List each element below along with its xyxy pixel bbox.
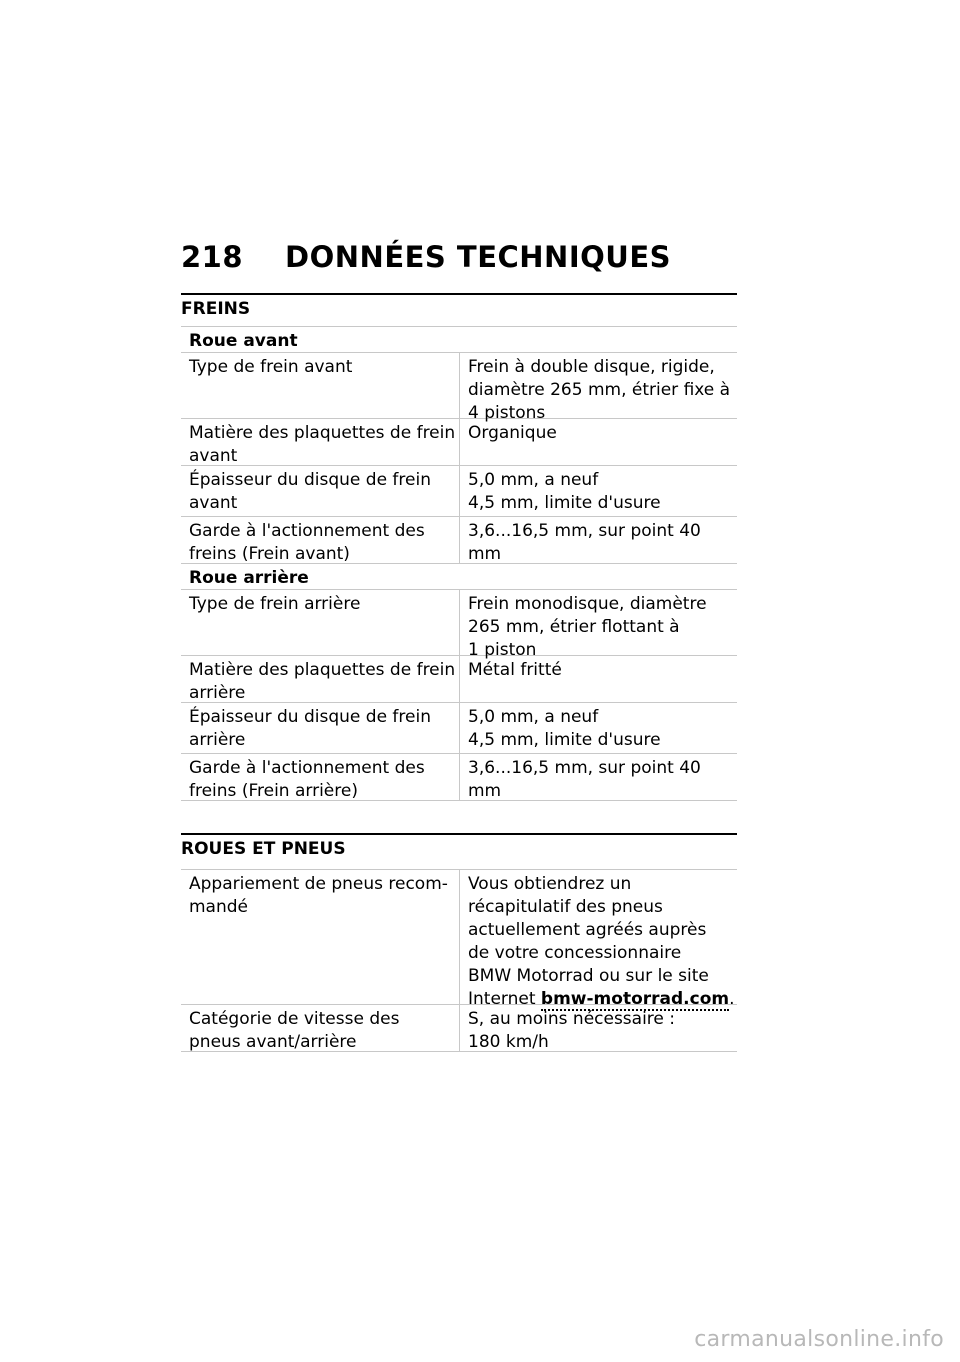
row-label: Type de frein avant (181, 353, 460, 418)
row-label: Type de frein arrière (181, 590, 460, 655)
table-row (181, 1005, 737, 1052)
row-label: Garde à l'actionnement des freins (Frein avant) (181, 517, 460, 563)
bmw-motorrad-link[interactable]: bmw-motorrad.com (540, 989, 730, 1009)
section-title-freins: FREINS (181, 293, 737, 327)
row-label: Matière des plaquettes de frein arrière (181, 656, 460, 702)
row-label: Épaisseur du disque de frein arrière (181, 703, 460, 753)
table-row (181, 353, 737, 423)
row-label: Matière des plaquettes de frein avant (181, 419, 460, 465)
table-row (181, 517, 737, 564)
subhead-rear-wheel: Roue arrière (181, 564, 737, 590)
row-value (460, 870, 737, 1009)
row-label: Appariement de pneus recom- mandé (181, 870, 460, 1004)
row-value: 5,0 mm, a neuf 4,5 mm, limite d'usure (468, 470, 661, 513)
row-value: Frein monodisque, diamètre 265 mm, étrier flottant à 1 piston (468, 594, 707, 660)
section-freins (181, 293, 737, 801)
row-label: Catégorie de vitesse des pneus avant/arrière (181, 1005, 460, 1051)
table-row (181, 870, 737, 1009)
row-value-text: Vous obtiendrez un récapitulatif des pneus actuellement agréés auprès de votre concessionnaire BMW Motorrad ou sur le site Internet (468, 874, 709, 1009)
table-row (181, 419, 737, 466)
row-label: Garde à l'actionnement des freins (Frein arrière) (181, 754, 460, 800)
row-value: Frein à double disque, rigide, diamètre 265 mm, étrier fixe à 4 pistons (468, 357, 731, 423)
table-row (181, 466, 737, 517)
row-value: 3,6...16,5 mm, sur point 40 mm (468, 521, 701, 564)
row-label: Épaisseur du disque de frein avant (181, 466, 460, 516)
row-value: 3,6...16,5 mm, sur point 40 mm (468, 758, 701, 801)
section-roues-pneus (181, 833, 737, 1052)
row-value: Métal fritté (468, 660, 562, 680)
page-number: 218 (181, 240, 244, 274)
page-header (181, 240, 671, 274)
section-title-roues: ROUES ET PNEUS (181, 833, 737, 870)
row-value: 5,0 mm, a neuf 4,5 mm, limite d'usure (468, 707, 661, 750)
chapter-title: DONNÉES TECHNIQUES (285, 240, 672, 274)
row-value: Organique (468, 423, 557, 443)
watermark: carmanualsonline.info (694, 1327, 944, 1352)
subhead-front-wheel: Roue avant (181, 327, 737, 353)
table-row (181, 656, 737, 703)
row-value: S, au moins nécessaire : 180 km/h (468, 1009, 676, 1052)
row-value-suffix: . (729, 989, 735, 1009)
table-row (181, 590, 737, 660)
table-row (181, 754, 737, 801)
table-row (181, 703, 737, 754)
